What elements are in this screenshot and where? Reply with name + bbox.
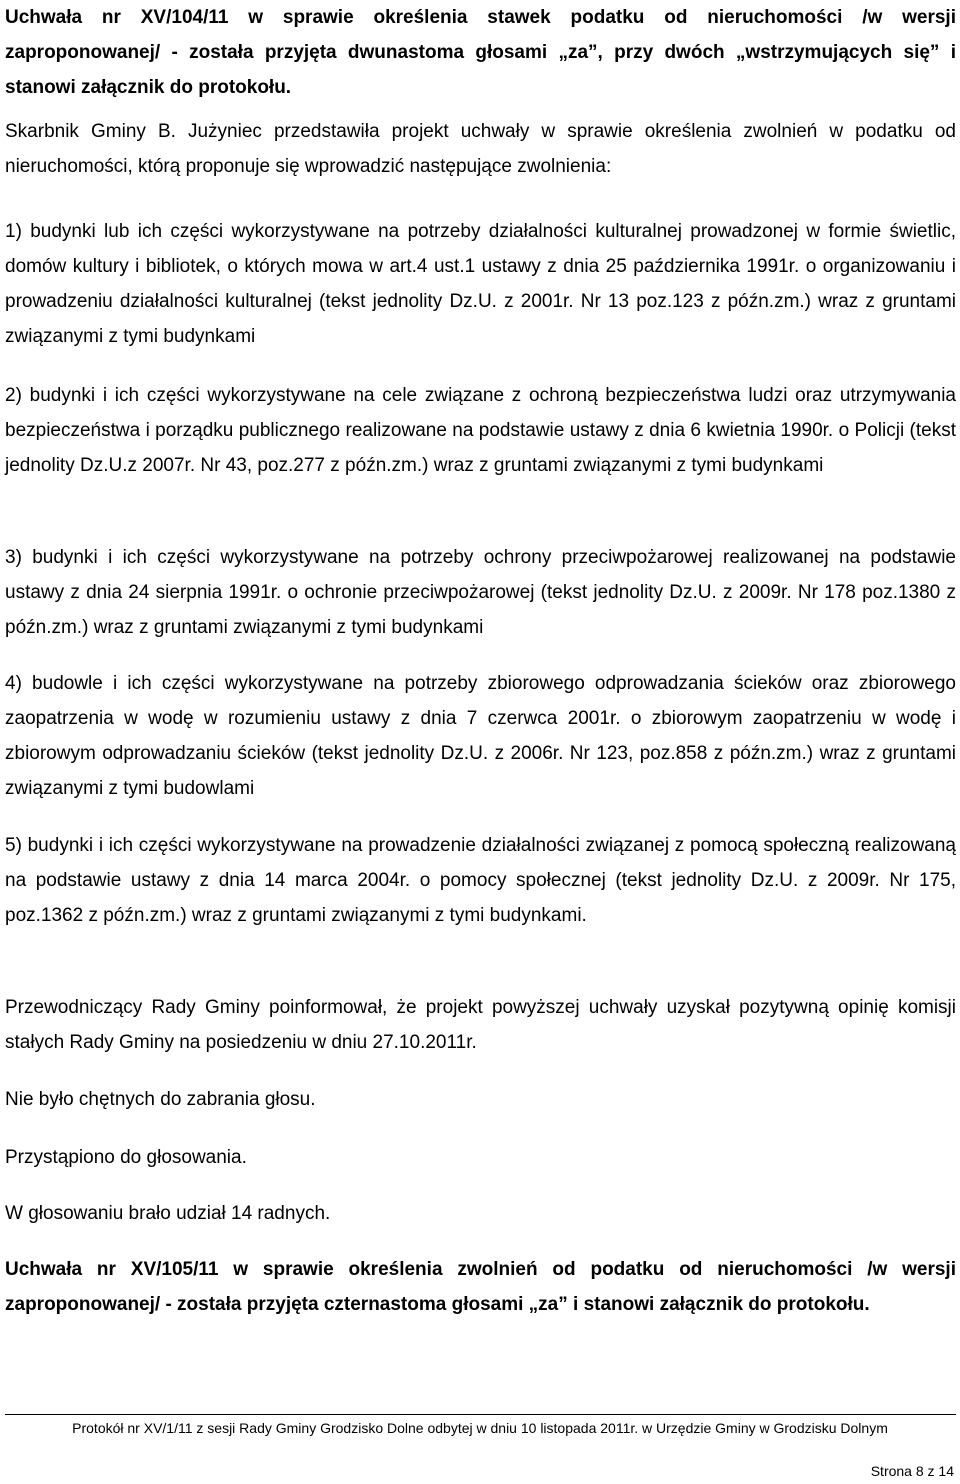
exemption-item-3: 3) budynki i ich części wykorzystywane na potrzeby ochrony przeciwpożarowej realizowanej na podstawie ustawy z dnia 24 sierpnia 1991r. o ochronie przeciwpożarowej (tekst jednolity Dz.U. z 2009r. Nr 178 poz.1380 z późn.zm.) wraz z gruntami związanymi z tymi budynkami: [5, 547, 956, 638]
exemption-item-4: 4) budowle i ich części wykorzystywane na potrzeby zbiorowego odprowadzania ścieków oraz zbiorowego zaopatrzenia w wodę w rozumieniu ustawy z dnia 7 czerwca 2001r. o zbiorowym zaopatrzeniu w wodę i zbiorowym odprowadzaniu ścieków (tekst jednolity Dz.U. z 2006r. Nr 123, poz.858 z późn.zm.) wraz z gruntami związanymi z tymi budowlami: [5, 673, 956, 799]
voting-started-paragraph: Przystąpiono do głosowania.: [5, 1147, 247, 1168]
footer-divider: [5, 1414, 956, 1415]
exemption-item-1: 1) budynki lub ich części wykorzystywane na potrzeby działalności kulturalnej prowadzonej w formie świetlic, domów kultury i bibliotek, o których mowa w art.4 ust.1 ustawy z dnia 25 października 1991r. o organizowaniu i prowadzeniu działalności kulturalnej (tekst jednolity Dz.U. z 2001r. Nr 13 poz.123 z późn.zm.) wraz z gruntami związanymi z tymi budynkami: [5, 221, 956, 347]
resolution-xv-105-paragraph: Uchwała nr XV/105/11 w sprawie określenia zwolnień od podatku od nieruchomości /w wersji zaproponowanej/ - została przyjęta czternastoma głosami „za” i stanowi załącznik do protokołu.: [5, 1259, 956, 1315]
exemption-item-5: 5) budynki i ich części wykorzystywane na prowadzenie działalności związanej z pomocą społeczną realizowaną na podstawie ustawy z dnia 14 marca 2004r. o pomocy społecznej (tekst jednolity Dz.U. z 2009r. Nr 175, poz.1362 z późn.zm.) wraz z gruntami związanymi z tymi budynkami.: [5, 835, 956, 926]
chair-info-paragraph: Przewodniczący Rady Gminy poinformował, że projekt powyższej uchwały uzyskał pozytywną opinię komisji stałych Rady Gminy na posiedzeniu w dniu 27.10.2011r.: [5, 997, 956, 1053]
resolution-xv-104-paragraph: Uchwała nr XV/104/11 w sprawie określenia stawek podatku od nieruchomości /w wersji zaproponowanej/ - została przyjęta dwunastoma głosami „za”, przy dwóch „wstrzymujących się” i stanowi załącznik do protokołu.: [5, 7, 956, 98]
no-speakers-paragraph: Nie było chętnych do zabrania głosu.: [5, 1089, 316, 1110]
page-number: Strona 8 z 14: [870, 1463, 954, 1479]
exemption-item-2: 2) budynki i ich części wykorzystywane na cele związane z ochroną bezpieczeństwa ludzi oraz utrzymywania bezpieczeństwa i porządku publicznego realizowane na podstawie ustawy z dnia 6 kwietnia 1990r. o Policji (tekst jednolity Dz.U.z 2007r. Nr 43, poz.277 z późn.zm.) wraz z gruntami związanymi z tymi budynkami: [5, 385, 956, 476]
footer-text: Protokół nr XV/1/11 z sesji Rady Gminy Grodzisko Dolne odbytej w dniu 10 listopada 2011r. w Urzędzie Gminy w Grodzisku Dolnym: [72, 1420, 888, 1436]
treasurer-intro-paragraph: Skarbnik Gminy B. Jużyniec przedstawiła projekt uchwały w sprawie określenia zwolnień w podatku od nieruchomości, którą proponuje się wprowadzić następujące zwolnienia:: [5, 121, 956, 177]
voters-count-paragraph: W głosowaniu brało udział 14 radnych.: [5, 1203, 331, 1224]
